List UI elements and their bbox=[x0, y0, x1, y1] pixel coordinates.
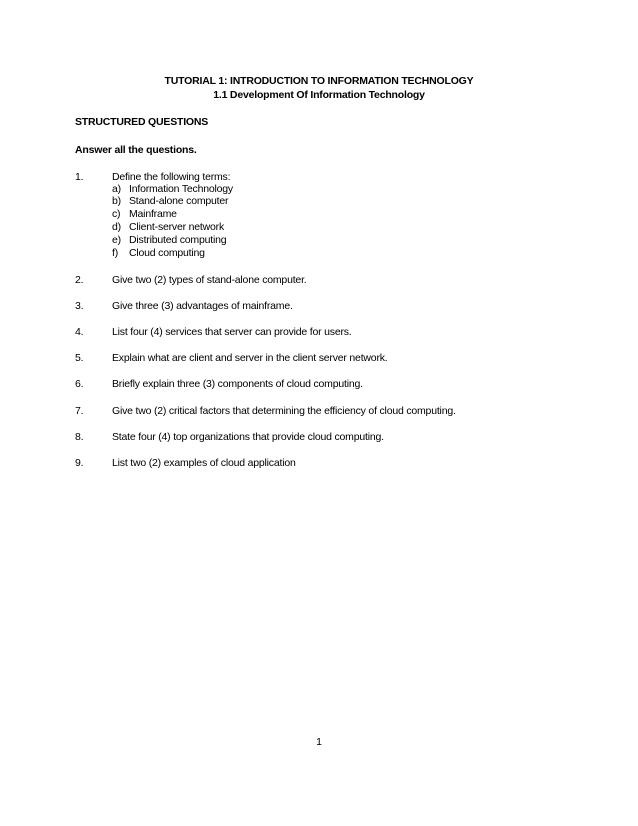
question-number: 8. bbox=[75, 431, 84, 443]
subitem-letter: d) bbox=[112, 221, 121, 233]
question-text: Give two (2) types of stand-alone computer. bbox=[112, 274, 307, 286]
page-subtitle: 1.1 Development Of Information Technology bbox=[213, 89, 425, 101]
subitem-letter: a) bbox=[112, 183, 121, 195]
subitem-text: Mainframe bbox=[129, 208, 177, 220]
question-number: 1. bbox=[75, 171, 84, 183]
question-text: Define the following terms: bbox=[112, 171, 231, 183]
question-number: 5. bbox=[75, 352, 84, 364]
question-number: 6. bbox=[75, 378, 84, 390]
question-text: State four (4) top organizations that provide cloud computing. bbox=[112, 431, 384, 443]
question-text: List two (2) examples of cloud application bbox=[112, 457, 296, 469]
question-text: Give two (2) critical factors that determining the efficiency of cloud computing. bbox=[112, 405, 456, 417]
subitem-text: Stand-alone computer bbox=[129, 195, 229, 207]
subitem-letter: f) bbox=[112, 247, 119, 259]
question-text: Give three (3) advantages of mainframe. bbox=[112, 300, 293, 312]
page-number: 1 bbox=[316, 736, 322, 748]
question-text: List four (4) services that server can provide for users. bbox=[112, 326, 352, 338]
subitem-letter: c) bbox=[112, 208, 121, 220]
question-number: 3. bbox=[75, 300, 84, 312]
question-number: 4. bbox=[75, 326, 84, 338]
subitem-letter: b) bbox=[112, 195, 121, 207]
subitem-text: Distributed computing bbox=[129, 234, 227, 246]
section-heading: STRUCTURED QUESTIONS bbox=[75, 116, 209, 128]
subitem-text: Client-server network bbox=[129, 221, 224, 233]
page-title: TUTORIAL 1: INTRODUCTION TO INFORMATION TECHNOLOGY bbox=[164, 75, 474, 87]
subitem-text: Information Technology bbox=[129, 183, 233, 195]
subitem-text: Cloud computing bbox=[129, 247, 205, 259]
question-text: Explain what are client and server in the client server network. bbox=[112, 352, 388, 364]
instruction-text: Answer all the questions. bbox=[75, 144, 197, 156]
question-number: 7. bbox=[75, 405, 84, 417]
question-number: 2. bbox=[75, 274, 84, 286]
question-text: Briefly explain three (3) components of cloud computing. bbox=[112, 378, 363, 390]
question-number: 9. bbox=[75, 457, 84, 469]
subitem-letter: e) bbox=[112, 234, 121, 246]
